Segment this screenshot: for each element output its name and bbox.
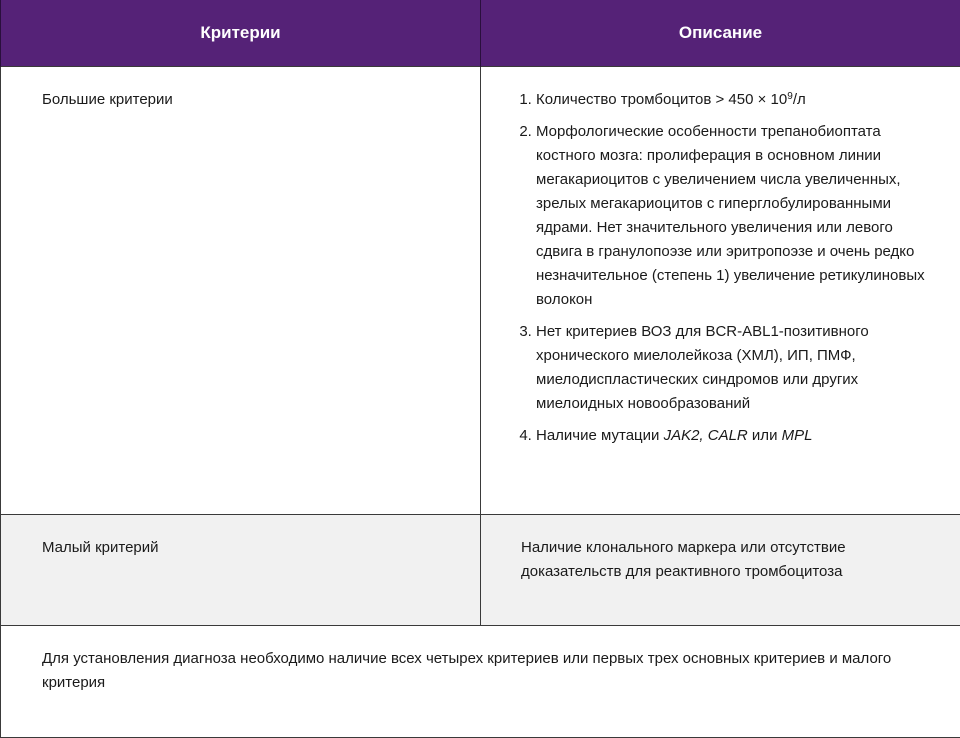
major-criteria-description: [481, 67, 960, 515]
minor-criterion-description: Наличие клонального маркера или отсутствие доказательств для реактивного тромбоцитоза: [481, 515, 960, 626]
list-item: [536, 320, 940, 416]
list-item: [536, 88, 940, 112]
header-description: Описание: [481, 0, 960, 67]
exponent: 9: [787, 91, 793, 102]
table-header-row: [1, 0, 960, 67]
mutation-prefix: Наличие мутации: [536, 427, 664, 444]
table-row-note: [1, 626, 960, 738]
platelet-count-text: Количество тромбоцитов > 450 × 10: [536, 91, 787, 108]
gene-names: JAK2, CALR: [664, 427, 748, 444]
mutation-connector: или: [748, 427, 782, 444]
table-row-minor: [1, 515, 960, 626]
table-row-major: [1, 67, 960, 515]
diagnosis-note: Для установления диагноза необходимо наличие всех четырех критериев или первых трех основных критериев и малого критерия: [1, 626, 960, 738]
header-criteria: Критерии: [1, 0, 481, 67]
gene-name-mpl: MPL: [782, 427, 813, 444]
morphology-text: Морфологические особенности трепанобиоптата костного мозга: пролиферация в основном линии мегакариоцитов с увеличением числа увеличенных, зрелых мегакариоцитов с гиперглобулированными ядрами. Нет значительного увеличения или левого сдвига в гранулопоэзе или эритропоэзе и очень редко незначительное (степень 1) увеличение ретикулиновых волокон: [536, 123, 925, 308]
minor-criterion-label: Малый критерий: [1, 515, 481, 626]
major-criteria-list: [497, 88, 940, 448]
list-item: [536, 424, 940, 448]
list-item: [536, 120, 940, 312]
who-criteria-text: Нет критериев ВОЗ для BCR-ABL1-позитивного хронического миелолейкоза (ХМЛ), ИП, ПМФ, миелодиспластических синдромов или других миелоидных новообразований: [536, 323, 869, 412]
unit-suffix: /л: [793, 91, 806, 108]
major-criteria-label: Большие критерии: [1, 67, 481, 515]
